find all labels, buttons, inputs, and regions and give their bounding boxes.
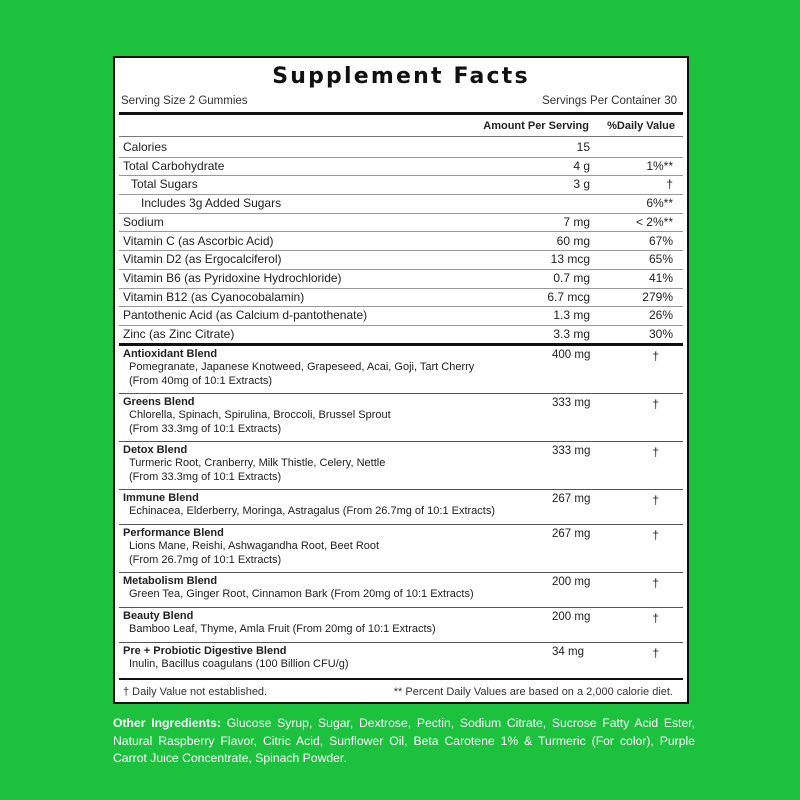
nutrient-name: Zinc (as Zinc Citrate) [123,327,235,341]
nutrient-row [119,175,683,195]
blend-row [119,525,683,573]
nutrient-amount: 7 mg [563,214,590,229]
nutrient-name: Total Carbohydrate [123,158,225,173]
nutrient-name: Vitamin B6 (as Pyridoxine Hydrochloride) [123,270,342,285]
other-ingredients-label: Other Ingredients: [113,716,221,730]
blend-daily-value: † [652,576,659,590]
blend-name: Greens Blend [123,396,195,408]
blend-row [119,608,683,643]
blend-ingredient-line: (From 33.3mg of 10:1 Extracts) [129,470,282,483]
other-ingredients [113,715,695,768]
blend-daily-value: † [652,349,659,363]
nutrient-amount: 15 [576,140,590,154]
blend-ingredients [129,658,349,672]
blend-ingredient-line: (From 33.3mg of 10:1 Extracts) [129,422,282,435]
nutrient-row [119,250,683,270]
nutrient-row [119,213,683,233]
daily-value-header: %Daily Value [607,120,675,132]
blend-row [119,573,683,608]
blend-name: Beauty Blend [123,610,194,622]
blend-ingredients [129,540,379,567]
blend-ingredient-line: (From 40mg of 10:1 Extracts) [129,374,273,387]
nutrient-row [119,269,683,289]
amount-per-serving-header: Amount Per Serving [483,120,589,132]
blend-name: Antioxidant Blend [123,348,218,360]
nutrient-amount: 6.7 mcg [547,289,590,304]
blend-row [119,346,683,394]
blend-ingredients [129,361,474,388]
nutrient-row [119,194,683,214]
header-divider [119,136,683,137]
nutrient-amount: 0.7 mg [553,270,590,285]
panel-title: Supplement Facts [272,64,530,89]
blend-amount: 267 mg [552,493,591,505]
blend-ingredient-line: Pomegranate, Japanese Knotweed, Grapeseed, Acai, Goji, Tart Cherry [129,361,475,373]
nutrient-amount: 13 mcg [550,252,590,267]
blend-amount: 333 mg [552,397,591,409]
nutrient-row [119,325,683,344]
servings-per-container: Servings Per Container 30 [542,95,677,107]
nutrient-amount: 3.3 mg [553,327,590,341]
nutrient-row [119,138,683,158]
nutrient-row [119,157,683,177]
blend-ingredients [129,505,495,519]
nutrient-amount: 3 g [573,177,590,192]
nutrient-name: Calories [123,140,168,154]
blend-ingredient-line: Green Tea, Ginger Root, Cinnamon Bark (From 20mg of 10:1 Extracts) [129,588,474,600]
blend-row [119,442,683,490]
nutrient-daily-value: 279% [642,289,673,304]
nutrient-name: Total Sugars [131,177,198,192]
nutrient-daily-value: 6%** [646,196,673,211]
blend-amount: 267 mg [552,528,591,540]
nutrient-amount: 1.3 mg [553,308,590,323]
nutrient-daily-value: 30% [648,327,673,341]
blend-ingredient-line: Inulin, Bacillus coagulans (100 Billion CFU/g) [129,658,349,670]
footnote-dagger: † Daily Value not established. [123,686,268,698]
nutrient-row [119,232,683,252]
footnote-percent-dv: ** Percent Daily Values are based on a 2,000 calorie diet. [393,686,673,698]
blend-daily-value: † [652,646,659,660]
nutrient-daily-value: 41% [648,270,673,285]
blend-amount: 34 mg [552,646,584,658]
nutrient-name: Vitamin B12 (as Cyanocobalamin) [123,289,305,304]
nutrient-name: Vitamin D2 (as Ergocalciferol) [123,252,282,267]
blend-ingredients [129,588,474,602]
nutrient-daily-value: 67% [648,233,673,248]
nutrient-daily-value: † [666,177,673,192]
supplement-facts-panel [113,56,689,704]
blend-amount: 333 mg [552,445,591,457]
blend-row [119,490,683,525]
blend-row [119,394,683,442]
blend-ingredient-line: Turmeric Root, Cranberry, Milk Thistle, Celery, Nettle [129,457,386,469]
blend-row [119,643,683,680]
blend-name: Immune Blend [123,492,199,504]
nutrient-amount: 4 g [573,158,590,173]
blend-amount: 200 mg [552,576,591,588]
blend-name: Performance Blend [123,527,224,539]
nutrient-row [119,306,683,326]
nutrient-daily-value: 1%** [646,158,673,173]
blend-name: Pre + Probiotic Digestive Blend [123,645,287,657]
nutrient-daily-value: < 2%** [635,214,673,229]
blend-name: Detox Blend [123,444,188,456]
blend-daily-value: † [652,493,659,507]
nutrient-daily-value: 26% [648,308,673,323]
blend-ingredient-line: Echinacea, Elderberry, Moringa, Astragalus (From 26.7mg of 10:1 Extracts) [129,505,496,517]
thick-divider-top [119,112,683,115]
blend-ingredients [129,457,385,484]
nutrient-name: Includes 3g Added Sugars [141,196,282,211]
blend-ingredients [129,409,391,436]
nutrient-name: Sodium [123,214,164,229]
blend-daily-value: † [652,445,659,459]
blend-daily-value: † [652,611,659,625]
serving-size: Serving Size 2 Gummies [121,95,248,107]
blend-ingredient-line: Chlorella, Spinach, Spirulina, Broccoli, Brussel Sprout [129,409,391,421]
nutrient-name: Pantothenic Acid (as Calcium d-pantothenate) [123,308,368,323]
blend-amount: 200 mg [552,611,591,623]
blend-ingredient-line: Lions Mane, Reishi, Ashwagandha Root, Beet Root [129,540,380,552]
nutrient-amount: 60 mg [556,233,590,248]
blend-ingredient-line: (From 26.7mg of 10:1 Extracts) [129,553,282,566]
nutrient-row [119,288,683,308]
blend-daily-value: † [652,528,659,542]
nutrient-name: Vitamin C (as Ascorbic Acid) [123,233,274,248]
other-ingredients-text: Glucose Syrup, Sugar, Dextrose, Pectin, Sodium Citrate, Sucrose Fatty Acid Ester, Natural Raspberry Flavor, Citric Acid, Sunflower Oil, Beta Carotene 1% & Turmeric (For color), Purple Carrot Juice Concentrate, Spinach Powder. [113,716,695,765]
blend-ingredient-line: Bamboo Leaf, Thyme, Amla Fruit (From 20mg of 10:1 Extracts) [129,623,436,635]
nutrient-daily-value: 65% [648,252,673,267]
blend-daily-value: † [652,397,659,411]
blend-name: Metabolism Blend [123,575,218,587]
blend-ingredients [129,623,436,637]
blend-amount: 400 mg [552,349,591,361]
